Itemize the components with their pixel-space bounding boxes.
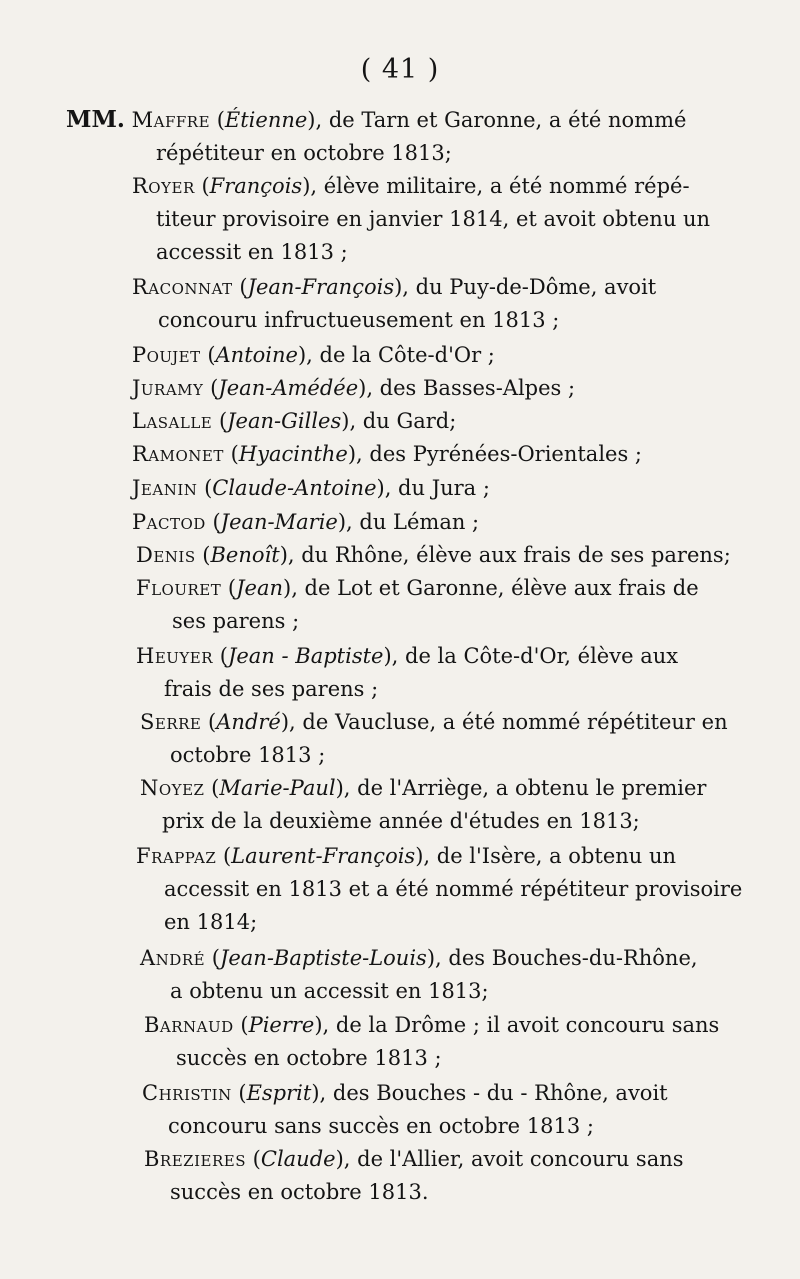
list-item: Poujet (Antoine), de la Côte-d'Or ; [132,343,495,367]
surname: Noyez [140,776,205,800]
entry-text: ), des Basses-Alpes ; [358,376,576,400]
given-name: André [216,710,281,734]
entry-continuation: répétiteur en octobre 1813; [156,141,452,165]
entry-text: ), du Rhône, élève aux frais de ses parens; [279,543,731,567]
honorific-prefix: MM. [66,106,125,133]
given-name: Pierre [248,1013,315,1037]
surname: Lasalle [132,409,213,433]
entry-continuation: prix de la deuxième année d'études en 1813; [162,809,640,833]
list-item: André (Jean-Baptiste-Louis), des Bouches-du-Rhône, a obtenu un accessit en 1813; [140,942,698,1008]
entry-continuation: concouru sans succès en octobre 1813 ; [168,1114,594,1138]
entry-continuation: frais de ses parens ; [164,677,379,701]
list-item: Christin (Esprit), des Bouches - du - Rhône, avoit concouru sans succès en octobre 1813 ; [142,1077,668,1143]
entry-text: ), de la Drôme ; il avoit concouru sans [314,1013,720,1037]
given-name: Jean-François [247,275,395,299]
list-item: Raconnat (Jean-François), du Puy-de-Dôme, avoit concouru infructueusement en 1813 ; [132,271,656,337]
surname: Serre [140,710,202,734]
entry-continuation: concouru infructueusement en 1813 ; [158,308,560,332]
list-item: Pactod (Jean-Marie), du Léman ; [132,510,480,534]
surname: André [140,946,206,970]
surname: Frappaz [136,844,217,868]
entry-text: ), du Léman ; [337,510,480,534]
entry-text: ), du Gard; [341,409,457,433]
given-name: Jean-Baptiste-Louis [219,946,427,970]
list-item: Ramonet (Hyacinthe), des Pyrénées-Orientales ; [132,442,642,466]
surname: Pactod [132,510,206,534]
given-name: Jean-Gilles [227,409,342,433]
given-name: Jean [236,576,284,600]
surname: Brezieres [144,1147,246,1171]
entry-continuation: a obtenu un accessit en 1813; [170,979,489,1003]
surname: Christin [142,1081,232,1105]
list-item: Flouret (Jean), de Lot et Garonne, élève aux frais de ses parens ; [136,572,699,638]
entry-text: ), de l'Arriège, a obtenu le premier [335,776,707,800]
surname: Denis [136,543,196,567]
entry-continuation: octobre 1813 ; [170,743,326,767]
given-name: Antoine [215,343,298,367]
list-item: Brezieres (Claude), de l'Allier, avoit concouru sans succès en octobre 1813. [144,1143,684,1209]
entry-text: ), de Lot et Garonne, élève aux frais de [283,576,699,600]
entry-text: ), de la Côte-d'Or ; [297,343,495,367]
entry-continuation: accessit en 1813 ; [156,240,348,264]
entry-text: ), de l'Allier, avoit concouru sans [335,1147,684,1171]
surname: Barnaud [144,1013,234,1037]
given-name: Jean-Marie [220,510,338,534]
list-item: Heuyer (Jean - Baptiste), de la Côte-d'Or, élève aux frais de ses parens ; [136,640,678,706]
list-item: Lasalle (Jean-Gilles), du Gard; [132,409,457,433]
given-name: Laurent-François [231,844,416,868]
list-item: Royer (François), élève militaire, a été nommé répé- titeur provisoire en janvier 1814, et avoit obtenu un accessit en 1813 ; [132,170,710,269]
given-name: Jean-Amédée [218,376,359,400]
entry-text: ), du Jura ; [376,476,490,500]
list-item: Serre (André), de Vaucluse, a été nommé répétiteur en octobre 1813 ; [140,706,728,772]
entry-text: ), des Bouches-du-Rhône, [426,946,698,970]
list-item: Denis (Benoît), du Rhône, élève aux frais de ses parens; [136,543,731,567]
surname: Flouret [136,576,222,600]
entry-text: ), de Vaucluse, a été nommé répétiteur en [280,710,728,734]
list-item: Juramy (Jean-Amédée), des Basses-Alpes ; [132,376,576,400]
list-item: Jeanin (Claude-Antoine), du Jura ; [132,476,490,500]
surname: Royer [132,174,195,198]
surname: Maffre [131,108,211,132]
entry-continuation: titeur provisoire en janvier 1814, et avoit obtenu un [156,207,711,231]
given-name: Benoît [210,543,280,567]
given-name: Étienne [224,108,308,132]
given-name: Claude [260,1147,336,1171]
entry-text: ), élève militaire, a été nommé répé- [302,174,690,198]
entry-continuation: accessit en 1813 et a été nommé répétiteur provisoire [164,877,743,901]
given-name: Esprit [246,1081,312,1105]
entry-continuation: succès en octobre 1813. [170,1180,429,1204]
list-item: Frappaz (Laurent-François), de l'Isère, a obtenu un accessit en 1813 et a été nommé répétiteur provisoire en 1814; [136,840,742,939]
entry-text: ), du Puy-de-Dôme, avoit [394,275,657,299]
page-number: ( 41 ) [360,54,440,85]
given-name: Jean - Baptiste [227,644,384,668]
list-item: Barnaud (Pierre), de la Drôme ; il avoit concouru sans succès en octobre 1813 ; [144,1009,719,1075]
entry-continuation: succès en octobre 1813 ; [176,1046,442,1070]
entry-continuation: en 1814; [164,910,258,934]
entry-text: ), de l'Isère, a obtenu un [415,844,677,868]
surname: Raconnat [132,275,233,299]
entry-text: ), des Pyrénées-Orientales ; [347,442,642,466]
entry-text: ), de la Côte-d'Or, élève aux [383,644,679,668]
given-name: François [209,174,303,198]
given-name: Hyacinthe [238,442,348,466]
given-name: Marie-Paul [219,776,336,800]
given-name: Claude-Antoine [212,476,377,500]
surname: Ramonet [132,442,224,466]
surname: Heuyer [136,644,214,668]
list-item: Noyez (Marie-Paul), de l'Arriège, a obtenu le premier prix de la deuxième année d'études en 1813; [140,772,706,838]
entry-text: ), de Tarn et Garonne, a été nommé [307,108,687,132]
list-item: MM. Maffre (Étienne), de Tarn et Garonne, a été nommé répétiteur en octobre 1813; [66,103,686,170]
entry-text: ), des Bouches - du - Rhône, avoit [311,1081,668,1105]
surname: Jeanin [132,476,198,500]
entry-continuation: ses parens ; [172,609,300,633]
surname: Poujet [132,343,201,367]
surname: Juramy [132,376,204,400]
